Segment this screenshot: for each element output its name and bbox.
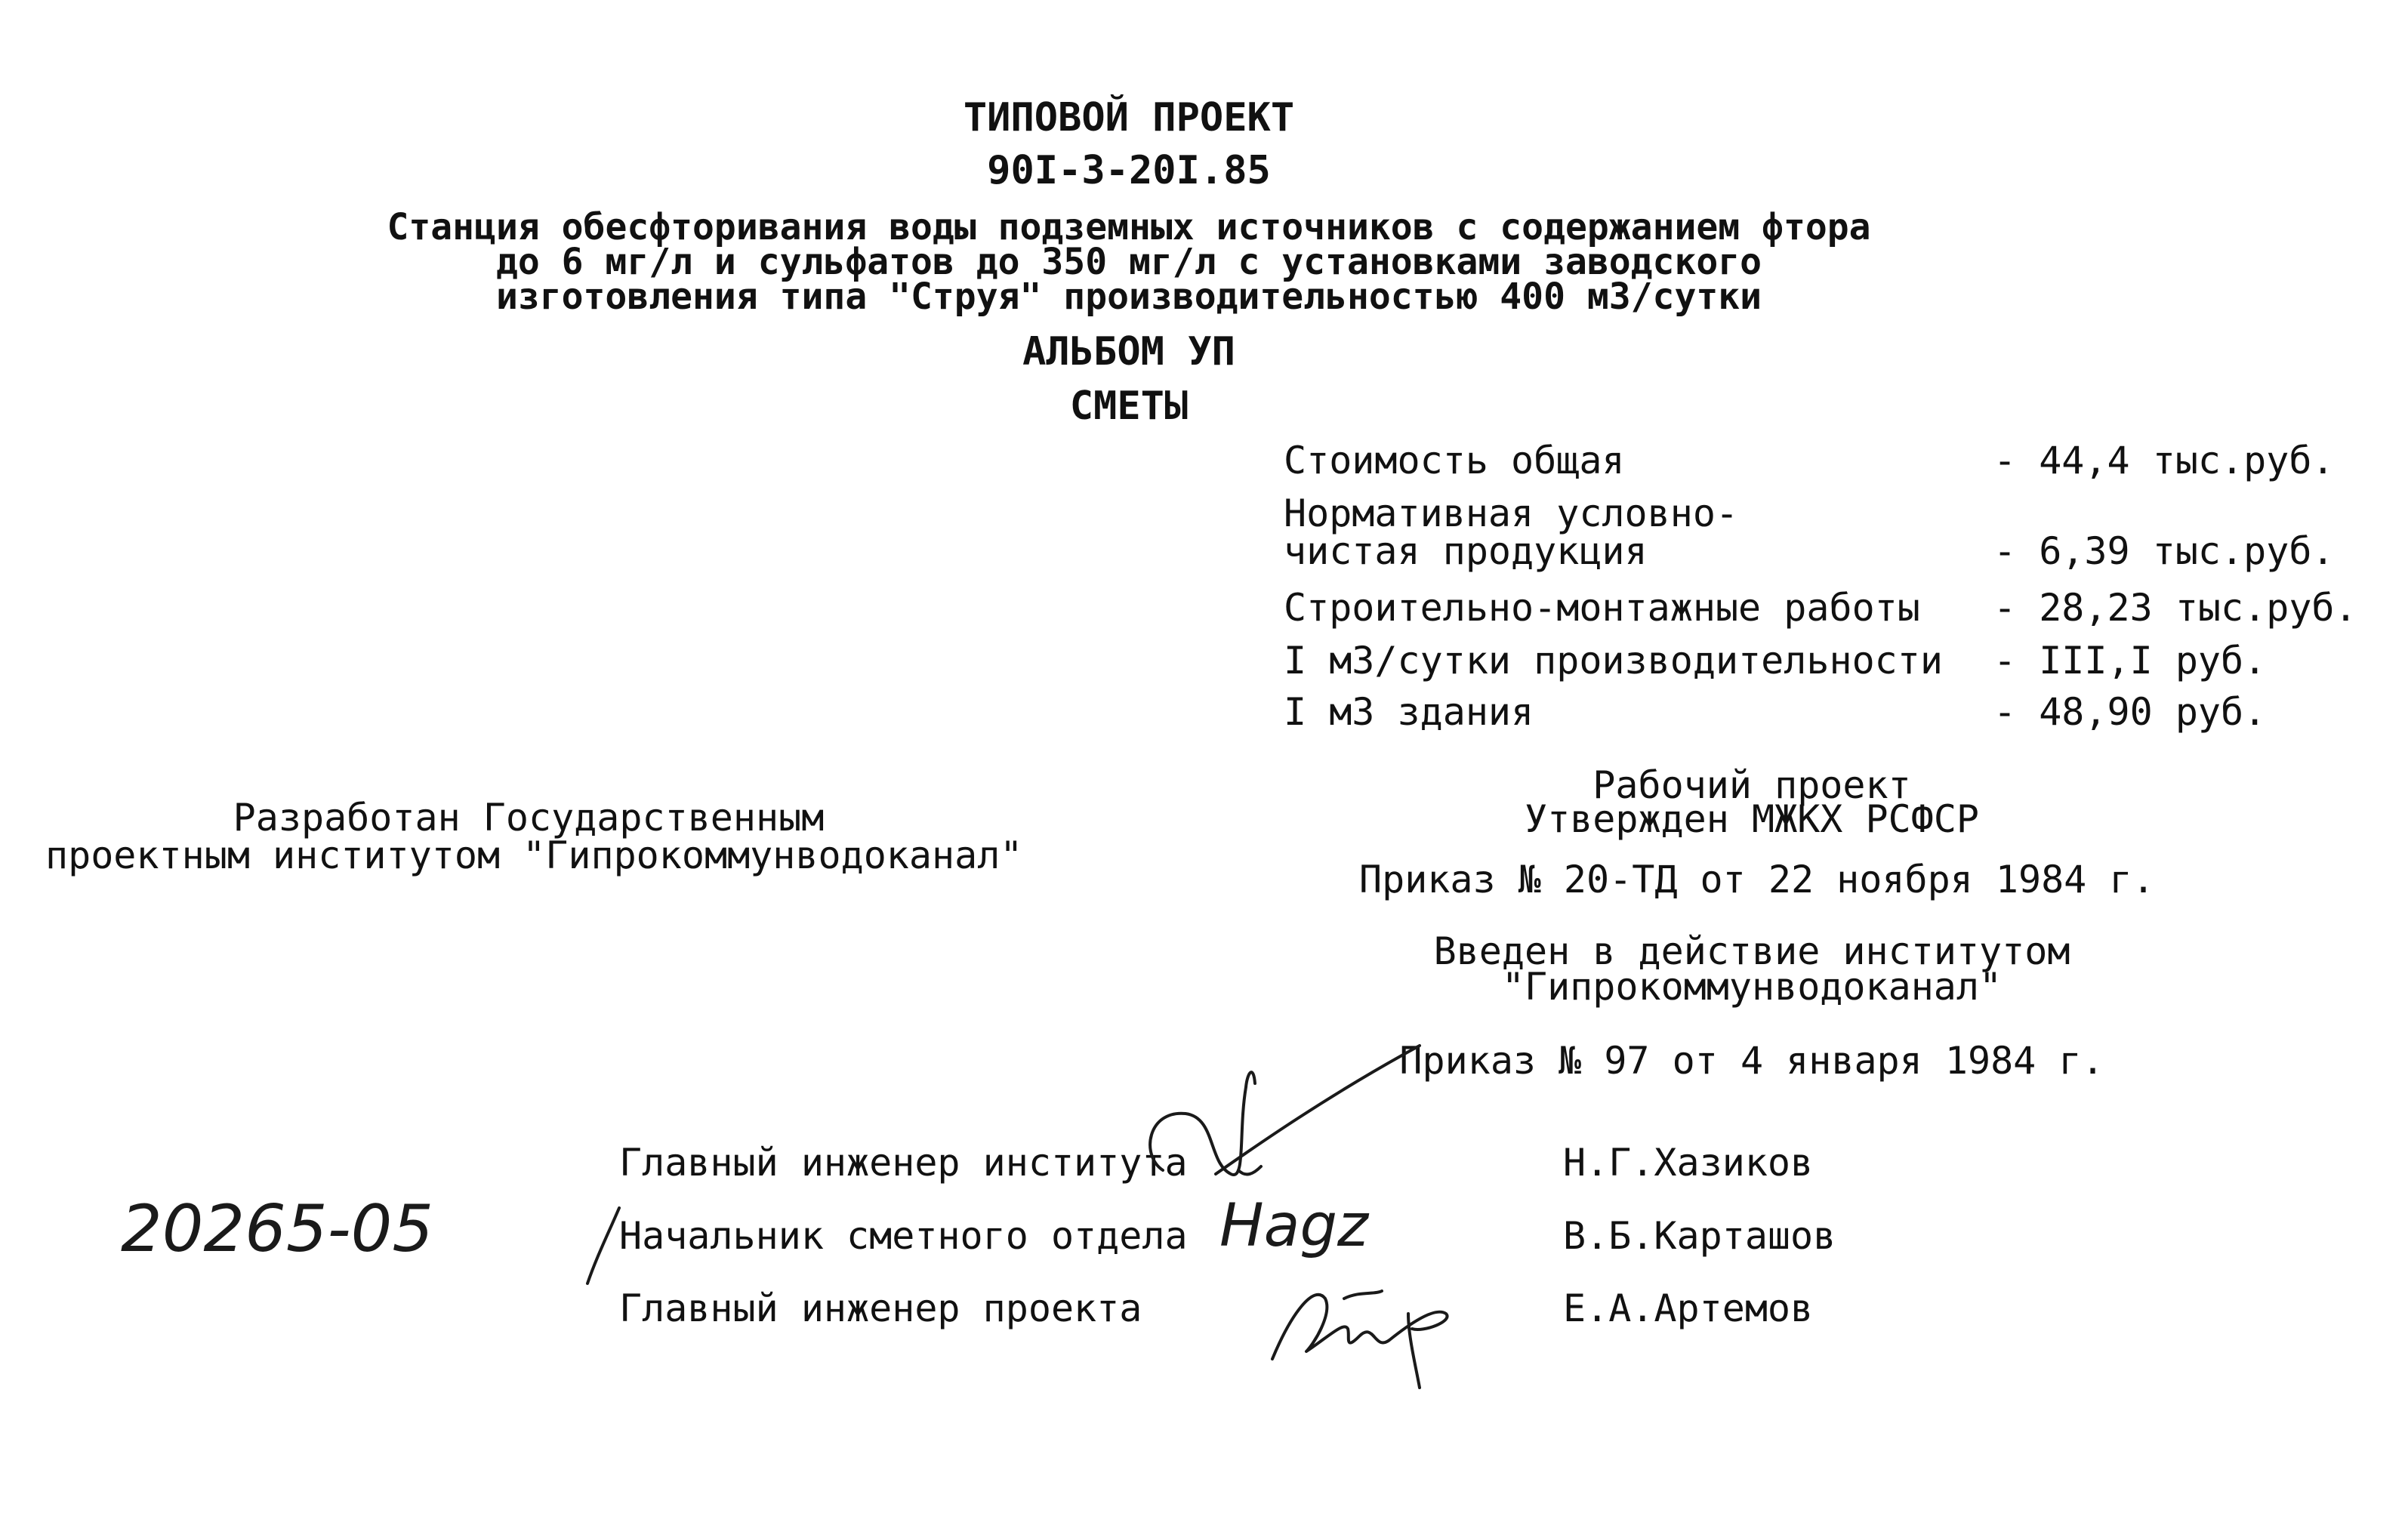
cost-value-per-volume: - 48,90 руб.	[1993, 690, 2267, 734]
project-description-line-2: до 6 мг/л и сульфатов до 350 мг/л с установками заводского	[495, 241, 1762, 283]
cost-label-per-volume: I м3 здания	[1284, 690, 1534, 734]
album-title: АЛЬБОМ УП	[1022, 329, 1235, 374]
approval-order-1: Приказ № 20-ТД от 22 ноября 1984 г.	[1359, 858, 2155, 901]
developer-line-2: проектным институтом "Гипрокоммунводоканал"	[45, 833, 1023, 877]
section-title: СМЕТЫ	[1069, 384, 1189, 429]
signatory-role-chief-project-engineer: Главный инженер проекта	[619, 1286, 1142, 1330]
cost-label-total: Стоимость общая	[1284, 439, 1625, 482]
approval-line-1: Рабочий проект	[1592, 763, 1911, 807]
approval-line-3: Введен в действие институтом	[1433, 929, 2070, 973]
cost-value-total: - 44,4 тыс.руб.	[1993, 439, 2335, 482]
approval-line-4: "Гипрокоммунводоканал"	[1501, 965, 2003, 1009]
doc-type-title: ТИПОВОЙ ПРОЕКТ	[963, 95, 1295, 140]
cost-value-net-output: - 6,39 тыс.руб.	[1993, 529, 2335, 573]
signatory-name-chief-engineer-institute: Н.Г.Хазиков	[1563, 1141, 1814, 1185]
cost-value-per-capacity: - III,I руб.	[1993, 639, 2267, 683]
signatory-name-chief-project-engineer: Е.А.Артемов	[1563, 1286, 1814, 1330]
signatory-role-chief-engineer-institute: Главный инженер института	[619, 1141, 1188, 1185]
cost-value-construction: - 28,23 тыс.руб.	[1993, 586, 2357, 630]
project-number: 90I-3-20I.85	[987, 148, 1271, 193]
approval-order-2: Приказ № 97 от 4 января 1984 г.	[1399, 1039, 2104, 1083]
cost-label-net-output-2: чистая продукция	[1284, 529, 1648, 573]
signatory-role-estimate-dept-head: Начальник сметного отдела	[619, 1214, 1188, 1258]
cost-label-net-output-1: Нормативная условно-	[1284, 491, 1739, 535]
developer-line-1: Разработан Государственным	[233, 796, 825, 840]
approval-line-2: Утвержден МЖКХ РСФСР	[1524, 797, 1980, 841]
decorative-stroke	[581, 1204, 627, 1287]
cost-label-per-capacity: I м3/сутки производительности	[1284, 639, 1943, 683]
cost-label-construction: Строительно-монтажные работы	[1284, 586, 1920, 630]
signature-chief-engineer-institute	[1133, 1042, 1472, 1216]
project-description-line-3: изготовления типа "Струя" производительностью 400 м3/сутки	[495, 276, 1762, 318]
handwritten-archive-number: 20265-05	[121, 1191, 434, 1267]
signature-chief-project-engineer	[1261, 1268, 1472, 1389]
signature-estimate-dept-head: Hagz	[1219, 1192, 1368, 1260]
signatory-name-estimate-dept-head: В.Б.Карташов	[1563, 1214, 1836, 1258]
project-description-line-1: Станция обесфторивания воды подземных источников с содержанием фтора	[387, 206, 1871, 248]
